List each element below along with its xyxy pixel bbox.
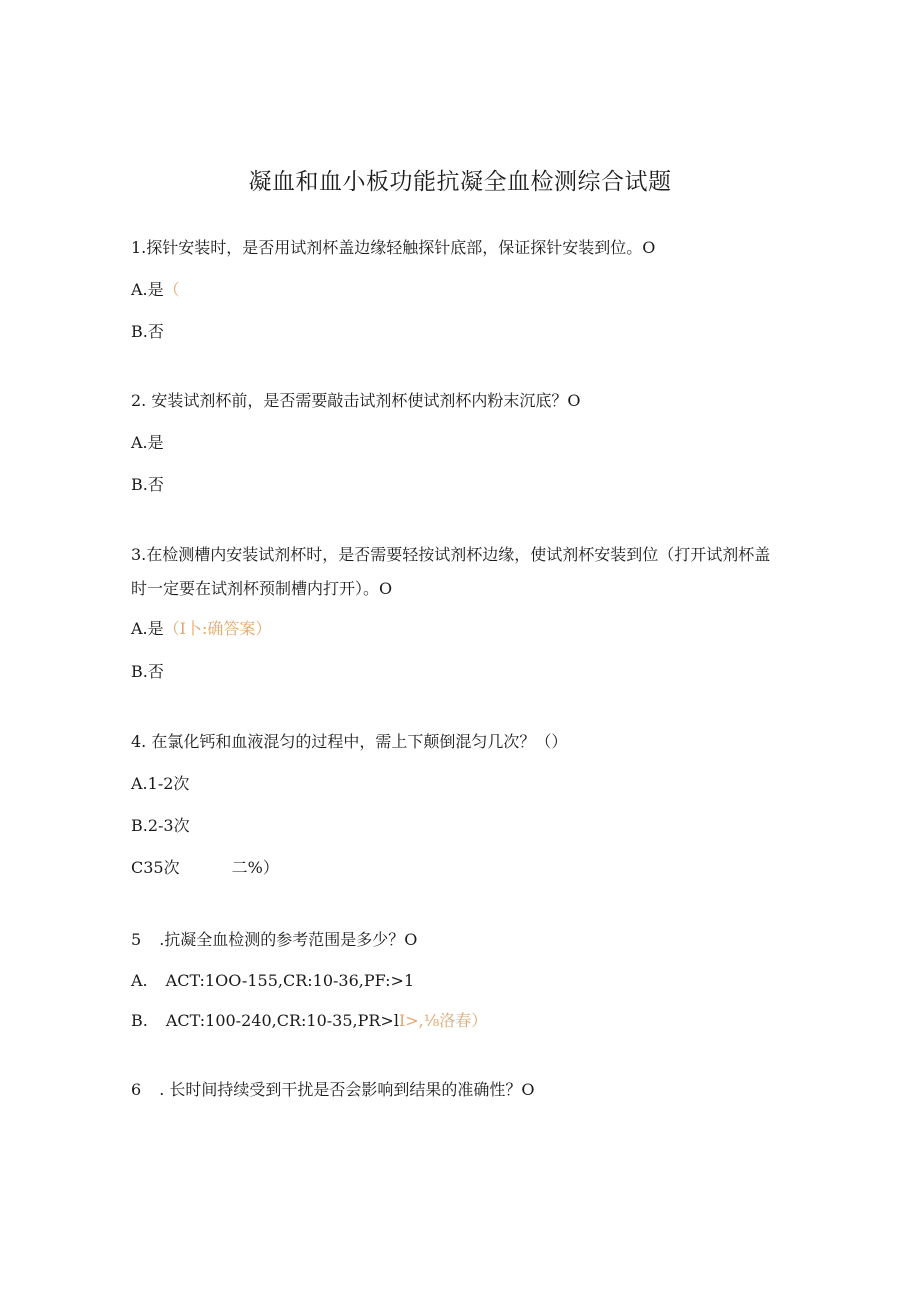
question-4: 4. 在氯化钙和血液混匀的过程中，需上下颠倒混匀几次？（） xyxy=(131,732,568,751)
question-1-option-a xyxy=(131,280,180,300)
question-4-option-c xyxy=(131,858,279,878)
question-text: .抗凝全血检测的参考范围是多少？O xyxy=(159,930,418,949)
answer-mark: I>,⅛洛春） xyxy=(398,1011,488,1030)
question-number: 6 xyxy=(131,1080,142,1099)
question-3-option-b: B.否 xyxy=(131,662,164,681)
question-5-option-a xyxy=(131,971,414,991)
answer-mark: （ xyxy=(163,280,180,299)
option-label: C35次 xyxy=(131,858,180,877)
option-value: ACT:1OO-155,CR:10-36,PF:>1 xyxy=(165,971,415,990)
question-text: . 长时间持续受到干扰是否会影响到结果的准确性？O xyxy=(159,1080,535,1099)
question-4-option-a: A.1-2次 xyxy=(131,774,190,793)
question-1: 1.探针安装时，是否用试剂杯盖边缘轻触探针底部，保证探针安装到位。O xyxy=(131,238,656,257)
question-6 xyxy=(131,1080,534,1100)
question-4-option-b: B.2-3次 xyxy=(131,816,190,835)
question-5-option-b xyxy=(131,1011,487,1031)
option-value: ACT:100-240,CR:10-35,PR>l xyxy=(165,1011,399,1030)
option-label: A.是 xyxy=(131,280,164,299)
question-2-option-a: A.是 xyxy=(131,433,164,452)
question-2: 2. 安装试剂杯前，是否需要敲击试剂杯使试剂杯内粉末沉底？O xyxy=(131,391,581,410)
page-title: 凝血和血小板功能抗凝全血检测综合试题 xyxy=(248,169,672,195)
option-label: A.是 xyxy=(131,619,164,638)
question-1-option-b: B.否 xyxy=(131,322,164,341)
question-5 xyxy=(131,930,417,950)
option-label: B. xyxy=(131,1011,148,1030)
question-number: 5 xyxy=(131,930,142,949)
option-label: A. xyxy=(131,971,148,990)
answer-mark: 二%） xyxy=(231,858,279,877)
question-3: 3.在检测槽内安装试剂杯时，是否需要轻按试剂杯边缘，使试剂杯安装到位（打开试剂杯盖时一定要在试剂杯预制槽内打开）。O xyxy=(131,545,771,598)
answer-mark: （I卜:确答案） xyxy=(163,619,272,638)
question-3-option-a xyxy=(131,619,271,639)
question-2-option-b: B.否 xyxy=(131,475,164,494)
